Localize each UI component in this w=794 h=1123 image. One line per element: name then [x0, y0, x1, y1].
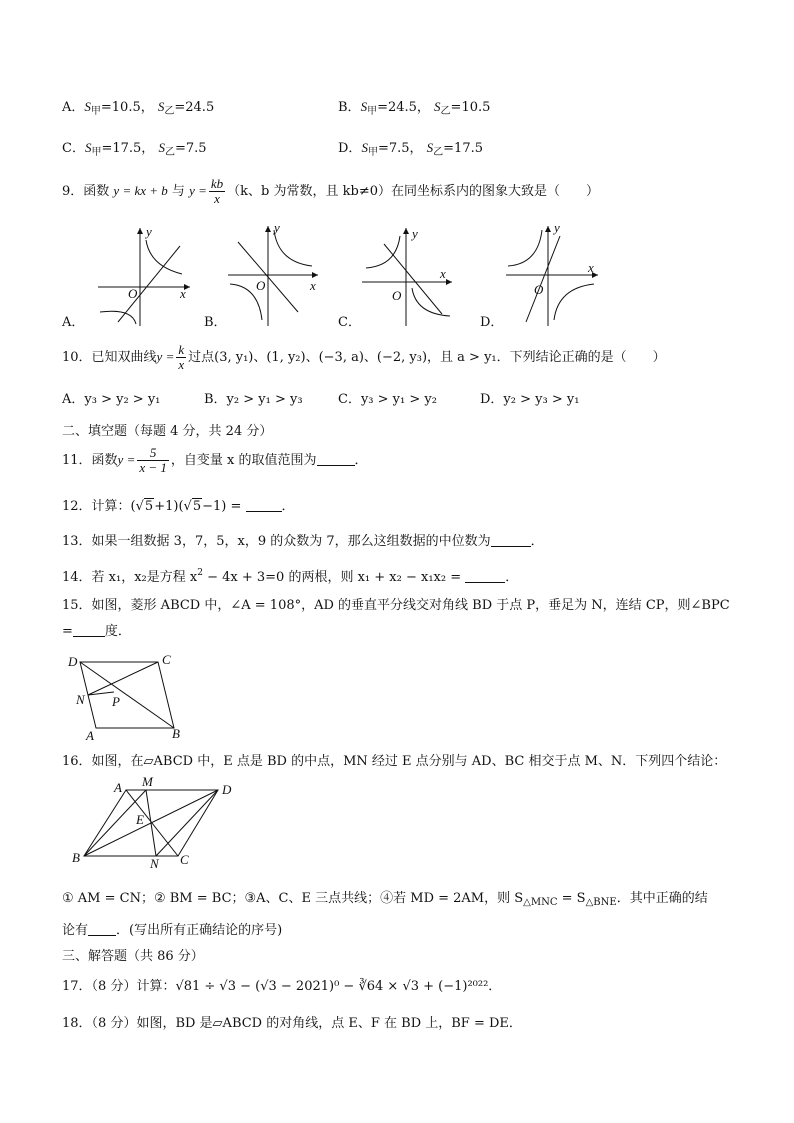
q10-option-a: A．y₃ > y₂ > y₁: [62, 392, 161, 407]
q9-stem: 9．函数 y = kx + b 与 y = $\frac{kb}{x}$ （k、b 为常数，且 kb≠0）在同坐标系内的图象大致是（ ）: [62, 176, 599, 206]
svg-text:y: y: [274, 222, 280, 235]
q9-graph-c: [362, 226, 452, 326]
q9-option-a: A．: [62, 315, 85, 330]
q9-option-d: D．: [480, 315, 504, 330]
q18: 18．（8 分）如图，BD 是▱ABCD 的对角线，点 E、F 在 BD 上，BF = DE．: [62, 1016, 522, 1031]
q8-option-b: B．$S_甲=24.5$， $S_乙=10.5$: [338, 99, 491, 117]
svg-text:D: D: [68, 654, 78, 669]
q8-option-d: D．$S_甲=7.5$， $S_乙=17.5$: [338, 140, 483, 158]
q9-graph-d: [506, 222, 598, 326]
svg-text:B: B: [172, 726, 180, 740]
q9-graph-b: [228, 222, 318, 326]
svg-text:O: O: [128, 286, 138, 301]
svg-text:N: N: [150, 856, 159, 870]
q15-rhombus-figure: [62, 648, 202, 740]
q15-line2: = 度．: [62, 624, 131, 639]
q9-option-c: C．: [338, 315, 361, 330]
svg-text:y: y: [554, 222, 560, 235]
q14: 14．若 x₁，x₂是方程 $x^2 - 4x + 3=0$ 的两根，则 x₁ + x₂ − x₁x₂ = ．: [62, 568, 519, 585]
svg-text:C: C: [162, 652, 171, 667]
q16-parallelogram-figure: [66, 774, 246, 870]
q10-stem: 10．已知双曲线y = $\frac{k}{x}$ 过点(3, y₁)、(1, y₂)、(−3, a)、(−2, y₃)，且 a > y₁．下列结论正确的是（ ）: [62, 342, 666, 372]
q13: 13．如果一组数据 3，7，5，x，9 的众数为 7，那么这组数据的中位数为 ．: [62, 534, 544, 549]
q16-line3: 论有 ．(写出所有正确结论的序号): [62, 923, 283, 938]
svg-text:y: y: [412, 226, 418, 241]
q9-graph-a: [98, 224, 190, 326]
svg-text:x: x: [180, 286, 186, 301]
q16-line1: 16．如图，在▱ABCD 中，E 点是 BD 的中点，MN 经过 E 点分别与 AD、BC 相交于点 M、N．下列四个结论：: [62, 754, 727, 769]
svg-text:D: D: [222, 782, 232, 797]
svg-text:E: E: [136, 812, 144, 827]
svg-text:O: O: [534, 282, 544, 297]
svg-text:C: C: [180, 852, 189, 867]
q10-option-c: C．y₃ > y₁ > y₂: [338, 392, 437, 407]
svg-text:x: x: [310, 278, 316, 293]
q11: 11．函数y = $\frac{5}{x - 1}$ ，自变量 x 的取值范围为 ．: [62, 445, 368, 475]
svg-text:y: y: [146, 224, 152, 239]
svg-text:O: O: [256, 278, 266, 293]
q17: 17．（8 分）计算：√81 ÷ √3 − (√3 − 2021)⁰ − ∛64 × √3 + (−1)²⁰²²．: [62, 979, 502, 994]
svg-text:P: P: [112, 694, 120, 709]
section-3-heading: 三、解答题（共 86 分）: [62, 949, 204, 964]
q16-line2: ① AM = CN；② BM = BC；③A、C、E 三点共线；④若 MD = 2AM，则 $S_{\triangle MNC} = S_{\triangle BNE}$．其中正确的结: [62, 891, 708, 908]
q9-graphs: [60, 222, 740, 334]
q8-option-c: C．$S_甲=17.5$， $S_乙=7.5$: [62, 140, 207, 158]
svg-text:N: N: [76, 692, 85, 707]
svg-text:x: x: [588, 260, 594, 275]
q10-option-d: D．y₂ > y₃ > y₁: [480, 392, 580, 407]
svg-text:A: A: [86, 728, 94, 740]
svg-text:O: O: [392, 288, 402, 303]
section-2-heading: 二、填空题（每题 4 分，共 24 分）: [62, 424, 273, 439]
q9-option-b: B．: [204, 315, 227, 330]
svg-text:M: M: [142, 774, 153, 789]
svg-text:A: A: [114, 780, 122, 795]
svg-text:x: x: [440, 266, 446, 281]
q10-option-b: B．y₂ > y₁ > y₃: [204, 392, 303, 407]
svg-text:B: B: [72, 850, 80, 865]
q8-option-a: A．$S_甲=10.5$， $S_乙=24.5$: [62, 99, 215, 117]
q15-line1: 15．如图，菱形 ABCD 中，∠A = 108°，AD 的垂直平分线交对角线 BD 于点 P，垂足为 N，连结 CP，则∠BPC: [62, 598, 730, 613]
q12: 12．计算：(√5+1)(√5−1) = ．: [62, 499, 295, 514]
